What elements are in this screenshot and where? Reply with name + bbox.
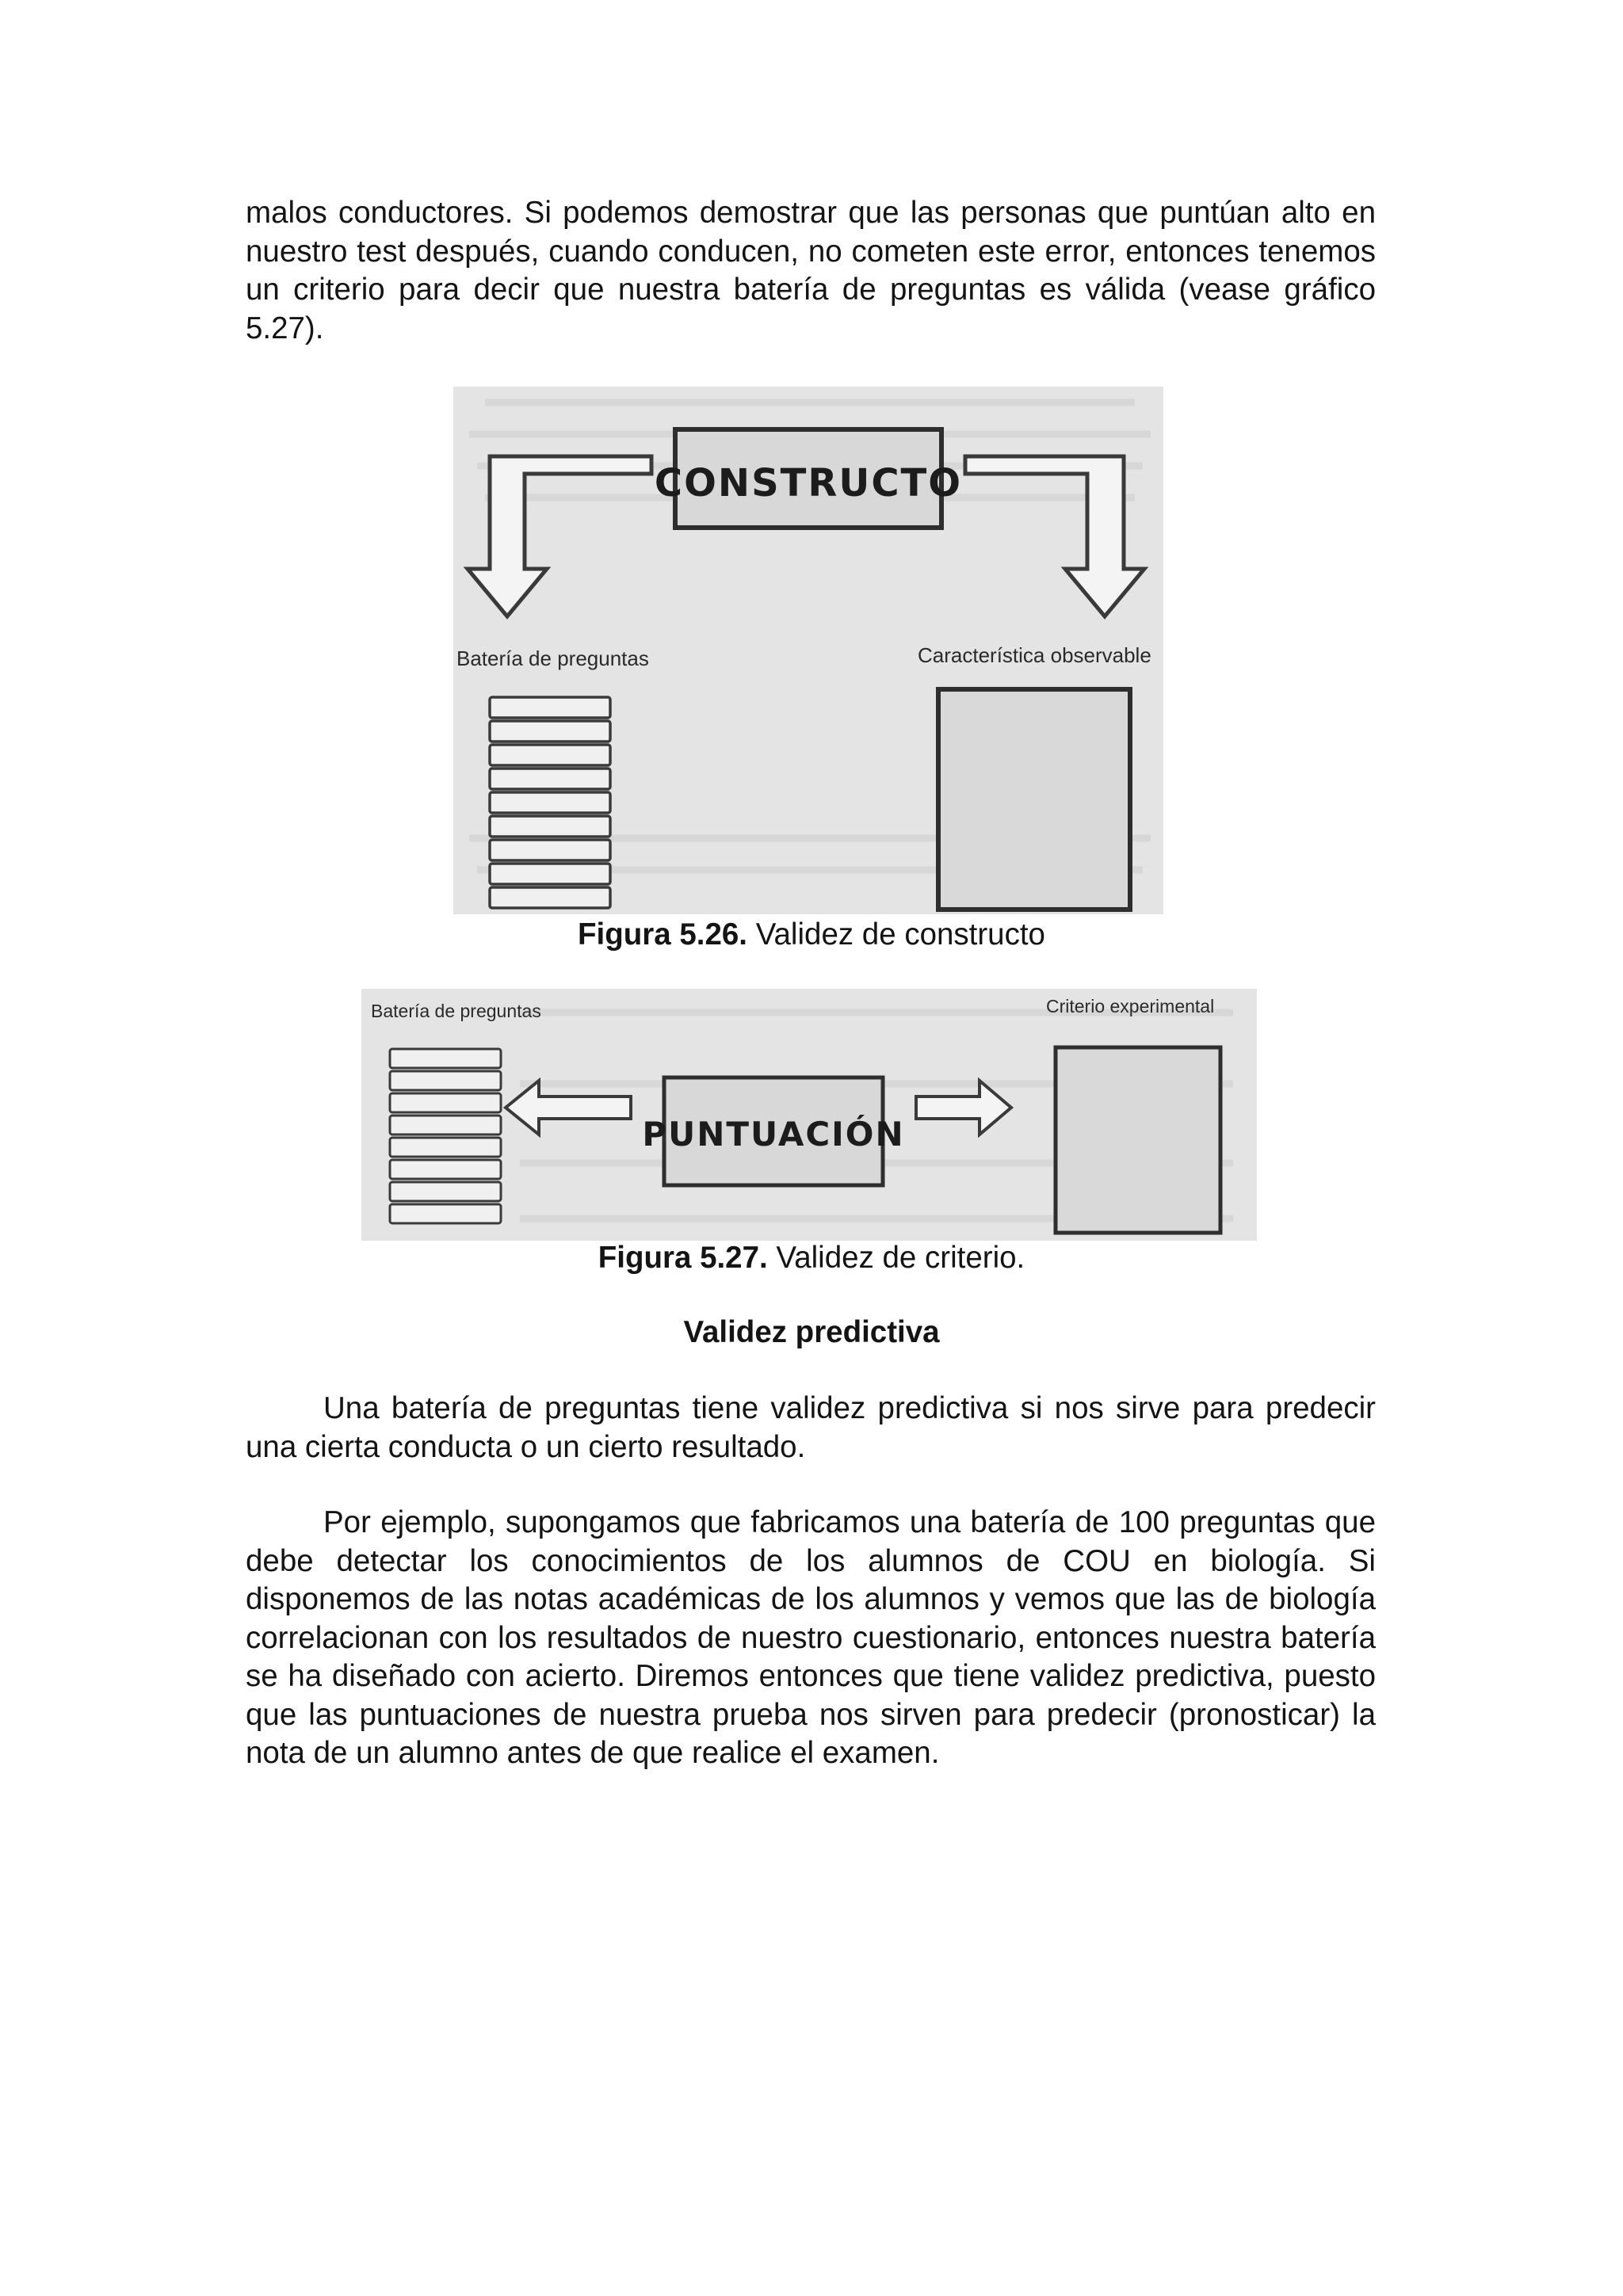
section-heading: Validez predictiva — [683, 1315, 940, 1349]
paragraph-example — [246, 1504, 1376, 1773]
paragraph-predictive-text: Una batería de preguntas tiene validez predictiva si nos sirve para predecir una cierta conducta o un cierto resultado. — [246, 1391, 1376, 1464]
caption-5-26-text: Validez de constructo — [747, 917, 1045, 952]
figure-5-27 — [361, 989, 1257, 1241]
paragraph-predictive — [246, 1390, 1376, 1466]
caption-5-27-text: Validez de criterio. — [767, 1241, 1025, 1275]
constructo-label: CONSTRUCTO — [654, 461, 963, 505]
figure-5-26 — [453, 387, 1163, 914]
caption-5-26 — [0, 916, 1623, 954]
criterio-label: Criterio experimental — [1046, 996, 1215, 1016]
paragraph-example-text: Por ejemplo, supongamos que fabricamos una batería de 100 preguntas que debe detectar los conocimientos de los alumnos de COU en biología. Si disponemos de las notas académicas de los alumnos y vemos que las de biología correlacionan con los resultados de nuestro cuestionario, entonces nuestra batería se ha diseñado con acierto. Diremos entonces que tiene validez predictiva, puesto que las puntuaciones de nuestra prueba nos sirven para predecir (pronosticar) la nota de un alumno antes de que realice el examen. — [246, 1505, 1376, 1770]
figure-5-27-diagram — [361, 989, 1257, 1241]
puntuacion-label: PUNTUACIÓN — [642, 1115, 905, 1154]
observable-square — [938, 689, 1130, 910]
caption-5-27 — [0, 1239, 1623, 1277]
caption-5-26-number: Figura 5.26. — [578, 917, 747, 952]
caption-5-27-number: Figura 5.27. — [598, 1241, 768, 1275]
criterio-square — [1056, 1047, 1220, 1233]
question-stack — [490, 697, 610, 908]
figure-5-26-diagram — [453, 387, 1163, 914]
paragraph-intro: malos conductores. Si podemos demostrar que las personas que puntúan alto en nuestro test después, cuando conducen, no cometen este error, entonces tenemos un criterio para decir que nuestra batería de preguntas es válida (vease gráfico 5.27). — [246, 196, 1376, 345]
caracteristica-label: Característica observable — [918, 643, 1151, 667]
bateria-label-2: Batería de preguntas — [371, 1001, 541, 1021]
bateria-label: Batería de preguntas — [456, 646, 649, 670]
